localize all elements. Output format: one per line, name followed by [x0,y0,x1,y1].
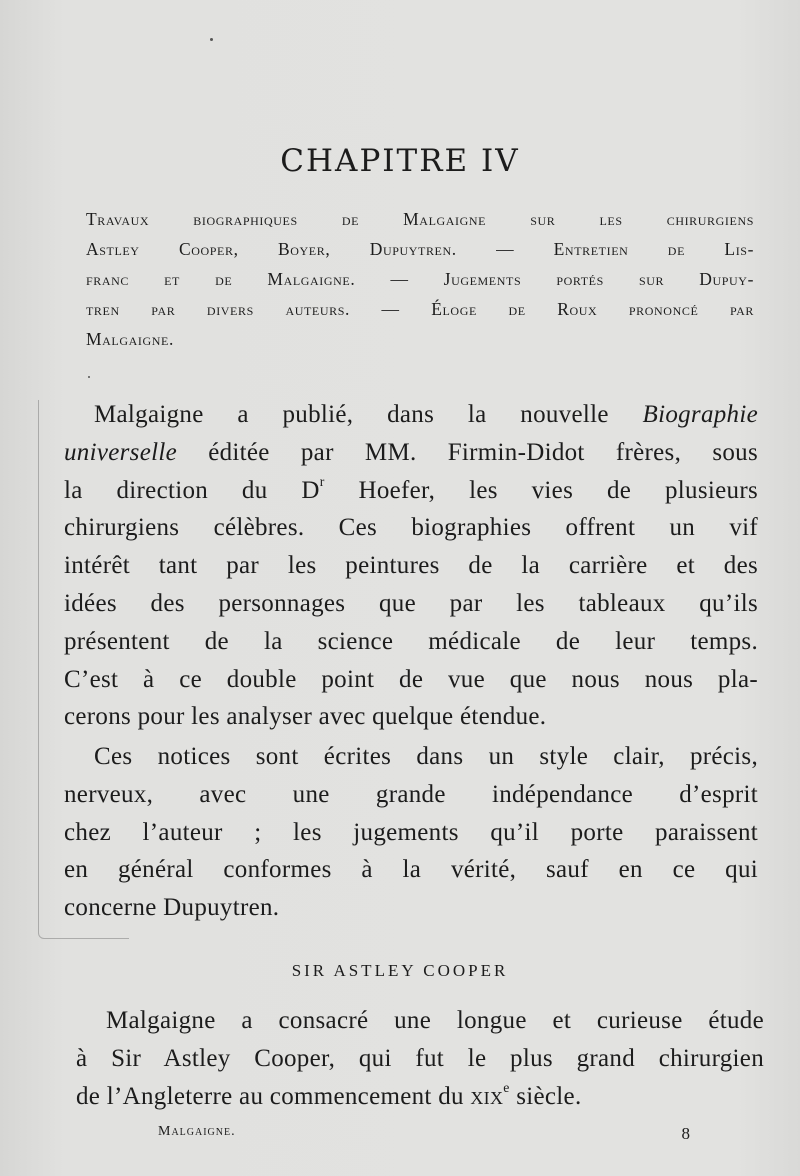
text-line: Ces notices sont écrites dans un style clair, précis, [94,743,758,770]
summary-line: Travaux biographiques de Malgaigne sur les chirurgiens [86,209,754,229]
italic-title: universelle [64,438,177,466]
text-run: la direction du D [64,476,320,504]
italic-title: Biographie [642,401,758,428]
text-run: de l’Angleterre au commencement du [76,1082,471,1110]
text-line: chez l’auteur ; les jugements qu’il porte paraissent [64,818,758,846]
superscript: e [503,1079,510,1095]
text-line: C’est à ce double point de vue que nous nous pla- [64,665,758,693]
chapter-title: CHAPITRE IV [280,143,520,179]
summary-line: franc et de Malgaigne. — Jugements portés sur Dupuy- [86,269,754,289]
signature-mark: Malgaigne. [158,1124,236,1139]
text-line: Malgaigne a consacré une longue et curieuse étude [106,1007,764,1034]
small-caps-numeral: xix [470,1082,504,1110]
text-line: présentent de la science médicale de leur temps. [64,627,758,655]
section-heading: SIR ASTLEY COOPER [291,961,509,980]
summary-line: tren par divers auteurs. — Éloge de Roux prononcé par [86,299,754,319]
text-line: idées des personnages que par les tableaux qu’ils [64,589,758,617]
text-line: cerons pour les analyser avec quelque étendue. [64,703,547,731]
summary-line: Astley Cooper, Boyer, Dupuytren. — Entretien de Lis- [86,239,754,259]
ink-speck [210,38,213,41]
text-line: en général conformes à la vérité, sauf en ce qui [64,856,758,884]
text-run: Hoefer, les vies de plusieurs [324,476,758,504]
paragraph-1 [64,396,758,736]
text-line [64,396,758,434]
text-line: concerne Dupuytren. [64,894,280,922]
text-line [76,1078,764,1116]
paragraph-2 [64,738,758,927]
text-line: intérêt tant par les peintures de la carrière et des [64,552,758,580]
ink-speck [88,376,90,378]
text-run: siècle. [509,1082,582,1110]
text-line: nerveux, avec une grande indépendance d’esprit [64,780,758,808]
text-line: à Sir Astley Cooper, qui fut le plus grand chirurgien [76,1044,764,1072]
page-footer [158,1124,690,1143]
paragraph-3 [76,1002,764,1115]
page-number: 8 [681,1124,690,1143]
text-line [64,472,758,510]
chapter-summary [86,204,754,354]
text-run: Malgaigne a publié, dans la nouvelle [94,401,643,428]
summary-line: Malgaigne. [86,329,174,349]
text-line [64,434,758,472]
text-run: éditée par MM. Firmin-Didot frères, sous [176,438,758,466]
superscript: r [319,473,325,489]
text-line: chirurgiens célèbres. Ces biographies offrent un vif [64,514,758,542]
